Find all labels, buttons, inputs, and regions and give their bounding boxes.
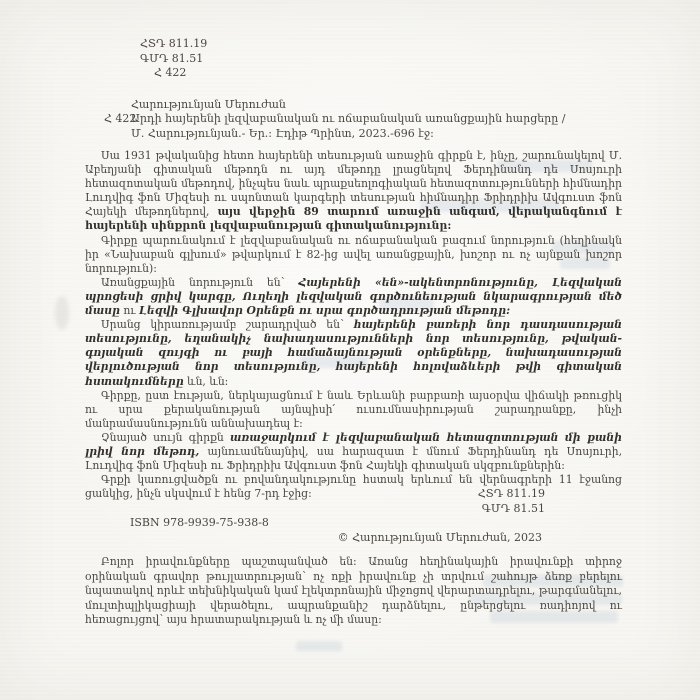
bbk-code: ԳՄԴ 81.51: [481, 502, 545, 515]
annotation-segment-normal: Գրքի կառուցվածքն ու բովանդակությունը հստակ երևում են վերնագրերի 11 էջանոց ցանկից, ինչն սկսվում է հենց 7-րդ էջից:: [85, 473, 622, 501]
isbn: ISBN 978-9939-75-938-8: [130, 516, 269, 529]
annotation-paragraph: [85, 431, 622, 473]
classification-codes-bottom: [390, 486, 545, 516]
imprint-line: Մ. Հարությունյան.- Եր.: Էդիթ Պրինտ, 2023.-696 էջ:: [131, 126, 434, 140]
annotation-segment-bold: այս վերջին 89 տարում առաջին անգամ, վերականգնում է հայերենի սինքրոն լեզվաբանության գիտականությունը:: [85, 205, 622, 233]
rights-paragraph: Բոլոր իրավունքները պաշտպանված են: Առանց հեղինակային իրավունքի տիրոջ օրինական գրավոր թույլատրության՝ ոչ ոքի իրավունք չի տրվում շահույթ ձեռք բերելու նպատակով որևէ տեխնիկական կամ էլեկտրոնային միջոցով վերարտադրելու, թարգմանելու, մուլտիպլիկացիայի վերածելու, ապրանքանիշ դարձնելու, ընթերցելու ռադիոյով ու հեռացույցով՝ այս հրատարակության և ոչ մի մասը:: [85, 555, 622, 627]
annotation-paragraph: [85, 149, 622, 234]
author-sign-code: Հ 422: [154, 66, 187, 79]
annotation-segment-bolditalic: հայերենի բառերի նոր դասդասության տեսությունը, եղանակիչ նախադասությունների նոր տեսությունը, թվական-գոյական զույգի ու բայի համաձայնության օրենքները, նախադասության վերլուծության նոր տեսությունը, հայերենի հոլովաձևերի թվի գիտական հստակումները: [85, 318, 623, 388]
annotation-segment-bolditalic: Լեզվի Գլխավոր Օրենքն ու սրա գործադրության մեթոդը:: [139, 304, 511, 318]
author-name: Հարությունյան Մերուժան: [131, 98, 286, 111]
annotation-segment-normal: Գիրքը, ըստ էության, ներկայացնում է նաև Երևանի բարբառի այսօրվա վիճակի թռուցիկ ու սրա քերականության այնպիսի՛ ուսումնասիրության շարադրանքը, ինչի մանրամասնությունն աննախադեպ է:: [85, 388, 622, 430]
annotation-paragraph: [85, 276, 622, 318]
catalog-code: Հ 422: [104, 112, 137, 125]
annotation-segment-normal: ու: [119, 304, 140, 318]
annotation-segment-normal: Գիրքը պարունակում է լեզվաբանական ու ոճաբանական բազում նորություն (հեղինակն իր «Նախաբան գլխում» թվարկում է 82-ից ավել առանցքային, խոշոր ու ոչ այնքան խոշոր նորություն):: [85, 233, 622, 275]
bleedthrough-artifact: [296, 641, 342, 651]
annotation-segment-normal: Սրանց կիրառությամբ շարադրված են՝: [101, 318, 354, 332]
copyright-notice: © Հարությունյան Մերուժան, 2023: [337, 531, 542, 544]
annotation-segment-normal: Չնայած սույն գիրքն: [101, 430, 231, 444]
annotation-segment-normal: այնուամենայնիվ, սա հարազատ է մնում Ֆերդինանդ դե Սոսյուրի, Լուդվիգ ֆոն Միզեսի ու Ֆրիդրիխ Ավգուստ ֆոն Հայեկի գիտական սկզբունքներին:: [85, 444, 623, 473]
annotation-segment-bolditalic: Հայերենի «են»-ակենտրոնությունը, Լեզվական պրոցեսի ցրիվ կարգը, Ուղեղի լեզվական գործունեության նկարագրության մեծ մասը: [85, 275, 622, 318]
udc-code: ՀՏԴ 811.19: [477, 487, 545, 500]
annotation-paragraphs: [85, 149, 622, 501]
scan-smudge: [55, 296, 69, 330]
classification-codes-top: [140, 37, 207, 81]
bibliographic-record: [131, 112, 621, 141]
annotation-paragraph: [85, 389, 622, 431]
udc-code: ՀՏԴ 811.19: [140, 37, 208, 50]
rights-statement: [85, 555, 622, 628]
book-title-line: Արդի հայերենի լեզվաբանական ու ոճաբանական առանցքային հարցերը /: [131, 112, 566, 125]
annotation-segment-bolditalic: առաջարկում է լեզվաբանական հետազոտության մի քանի լրիվ նոր մեթոդ,: [85, 430, 622, 458]
bbk-code: ԳՄԴ 81.51: [140, 51, 204, 65]
annotation-segment-normal: Սա 1931 թվականից հետո հայերենի տեսության առաջին գիրքն է, ինչը, շարունակելով Մ. Աբեղյանի գիտական մեթոդն ու այդ մեթոդը լրացնելով Ֆերդինանդ դե Սոսյուրի հետազոտական մեթոդով, ինչպես նաև պրաքսեոլոգիական հետազոտությունների հիմնադիր Լուդվիգ ֆոն Միզեսի ու սպոնտան կարգերի տեսության հիմնադիր Ֆրիդրիխ Ավգուստ ֆոն Հայեկի մեթոդներով,: [85, 149, 622, 219]
annotation-segment-normal: ևն, ևն:: [183, 374, 229, 388]
annotation-paragraph: [85, 234, 622, 276]
annotation-segment-normal: Առանցքային նորություն են՝: [101, 275, 299, 289]
annotation-paragraph: [85, 318, 622, 388]
